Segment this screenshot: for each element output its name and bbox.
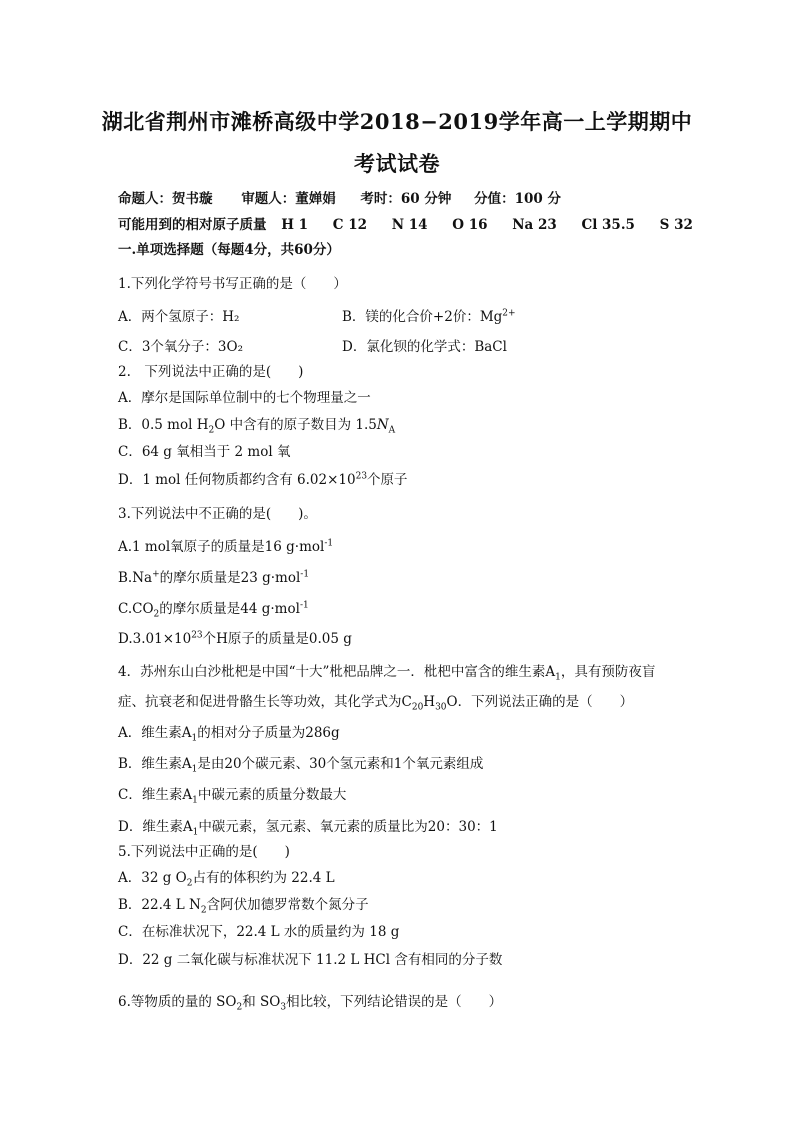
q1-option-c: C．3个氧分子：3O₂ (118, 339, 243, 355)
q5-option-a-pre: A．32 g O (118, 870, 187, 886)
q6-stem-post: 相比较，下列结论错误的是（ ） (286, 994, 503, 1010)
q4-stem-2-post: O．下列说法正确的是（ ） (446, 694, 634, 710)
q6-stem (118, 990, 502, 1013)
atomic-mass-n: N 14 (391, 217, 428, 233)
q2-option-b-mid: O 中含有的原子数目为 1.5 (214, 417, 377, 433)
atomic-mass-s: S 32 (659, 217, 693, 233)
q2-option-c: C．64 g 氧相当于 2 mol 氧 (118, 444, 291, 460)
q4-stem-2-sub-1: 20 (411, 702, 424, 713)
atomic-mass-cl: Cl 35.5 (581, 217, 635, 233)
q6-stem-sub-2: 3 (280, 1002, 287, 1013)
q4-stem-1-post: ，具有预防夜盲 (560, 664, 656, 680)
q4-stem-2-pre: 症、抗衰老和促进骨骼生长等功效，其化学式为C (118, 694, 412, 710)
q1-option-a: A．两个氢原子：H₂ (118, 309, 240, 325)
q2-option-d (118, 468, 408, 488)
q4-stem-line-2 (118, 690, 633, 713)
reviewer: 审题人：董婵娟 (241, 191, 336, 207)
q5-option-a (118, 866, 335, 889)
q1-option-d: D．氯化钡的化学式：BaCl (342, 339, 507, 355)
q4-option-d-post: 中碳元素，氢元素、氧元素的质量比为20：30：1 (198, 819, 498, 835)
q3-option-b-plus: + (152, 569, 160, 580)
q5-option-b (118, 893, 369, 916)
q1-option-b-charge: 2+ (502, 308, 516, 319)
atomic-mass-h: H 1 (281, 217, 309, 233)
q5-option-a-post: 占有的体积约为 22.4 L (192, 870, 335, 886)
q2-option-a: A．摩尔是国际单位制中的七个物理量之一 (118, 390, 371, 406)
q6-stem-mid: 和 SO (242, 994, 281, 1010)
exam-title-line-1: 湖北省荆州市滩桥高级中学2018−2019学年高一上学期期中 (101, 109, 693, 134)
q2-stem: 2. 下列说法中正确的是( ) (118, 364, 304, 380)
q5-option-c: C．在标准状况下，22.4 L 水的质量约为 18 g (118, 924, 400, 940)
q2-option-b (118, 413, 395, 436)
q3-option-d (118, 627, 352, 647)
author: 命题人：贺书璇 (118, 191, 213, 207)
q4-option-b (118, 752, 483, 775)
exam-time: 考时：60 分钟 (360, 191, 452, 207)
q5-stem: 5.下列说法中正确的是( ) (118, 844, 290, 860)
q3-option-d-exp: 23 (191, 630, 203, 641)
q4-option-b-sub: 1 (191, 764, 198, 775)
exam-title-line-2: 考试试卷 (354, 151, 440, 176)
q1-stem: 1.下列化学符号书写正确的是（ ） (118, 276, 347, 292)
q1-option-b-text: B．镁的化合价+2价：Mg (342, 309, 503, 325)
q5-option-b-post: 含阿伏加德罗常数个氮分子 (206, 897, 369, 913)
atomic-masses (118, 213, 693, 233)
q3-option-c-exp: -1 (299, 600, 309, 611)
q2-option-b-na: N (376, 417, 389, 433)
q2-option-b-pre: B．0.5 mol H (118, 417, 209, 433)
q5-option-d: D．22 g 二氧化碳与标准状况下 11.2 L HCl 含有相同的分子数 (118, 952, 503, 968)
q4-option-a-sub: 1 (191, 733, 198, 744)
q1-option-b (342, 305, 516, 325)
q4-option-d-sub: 1 (192, 827, 199, 838)
q3-option-a-exp: -1 (324, 538, 334, 549)
q4-option-a-pre: A．维生素A (118, 725, 192, 741)
q3-option-d-post: 个H原子的质量是0.05 g (202, 631, 352, 647)
atomic-mass-o: O 16 (452, 217, 488, 233)
q5-option-b-pre: B．22.4 L N (118, 897, 201, 913)
q4-option-c-post: 中碳元素的质量分数最大 (197, 787, 347, 803)
q3-option-d-pre: D.3.01×10 (118, 631, 192, 647)
q4-option-d-pre: D．维生素A (118, 819, 193, 835)
q4-option-b-post: 是由20个碳元素、30个氢元素和1个氧元素组成 (197, 756, 484, 772)
q3-option-b-exp: -1 (300, 569, 310, 580)
atomic-masses-label: 可能用到的相对原子质量 (118, 217, 267, 233)
q4-stem-2-sub-2: 30 (435, 702, 447, 713)
exam-score: 分值：100 分 (474, 191, 561, 207)
q4-stem-1-sub: 1 (555, 672, 561, 683)
section-heading: 一.单项选择题（每题4分，共60分） (118, 242, 340, 258)
q3-option-b (118, 566, 309, 586)
q4-option-a (118, 721, 340, 744)
q3-option-c-sub: 2 (153, 609, 160, 620)
q3-option-c-post: 的摩尔质量是44 g·mol (159, 601, 300, 617)
q2-option-d-exp: 23 (355, 471, 368, 482)
q3-option-a-pre: A.1 mol氧原子的质量是16 g·mol (118, 539, 325, 555)
q5-option-b-sub: 2 (200, 905, 207, 916)
q4-option-c (118, 783, 346, 806)
atomic-mass-c: C 12 (332, 217, 367, 233)
q4-option-d (118, 815, 498, 838)
q5-option-a-sub: 2 (186, 878, 193, 889)
exam-meta (118, 187, 561, 207)
q2-option-d-pre: D．1 mol 任何物质都约含有 6.02×10 (118, 472, 356, 488)
atomic-mass-na: Na 23 (512, 217, 557, 233)
q6-stem-pre: 6.等物质的量的 SO (118, 994, 237, 1010)
q6-stem-sub-1: 2 (236, 1002, 243, 1013)
q4-option-b-pre: B．维生素A (118, 756, 192, 772)
q2-option-d-post: 个原子 (367, 472, 408, 488)
q4-stem-line-1 (118, 660, 655, 683)
q4-stem-2-mid: H (423, 694, 436, 710)
q2-option-b-na-sub: A (388, 425, 396, 436)
q3-option-b-pre: B.Na (118, 570, 153, 586)
q4-option-a-post: 的相对分子质量为286g (197, 725, 340, 741)
q3-stem: 3.下列说法中不正确的是( )。 (118, 506, 317, 522)
q3-option-a (118, 535, 333, 555)
q4-option-c-pre: C．维生素A (118, 787, 193, 803)
q4-stem-1-pre: 4．苏州东山白沙枇杷是中国“十大”枇杷品牌之一．枇杷中富含的维生素A (118, 664, 556, 680)
q2-option-b-sub: 2 (208, 425, 215, 436)
q3-option-c (118, 597, 309, 620)
q3-option-c-pre: C.CO (118, 601, 154, 617)
q3-option-b-post: 的摩尔质量是23 g·mol (159, 570, 301, 586)
q4-option-c-sub: 1 (192, 795, 198, 806)
